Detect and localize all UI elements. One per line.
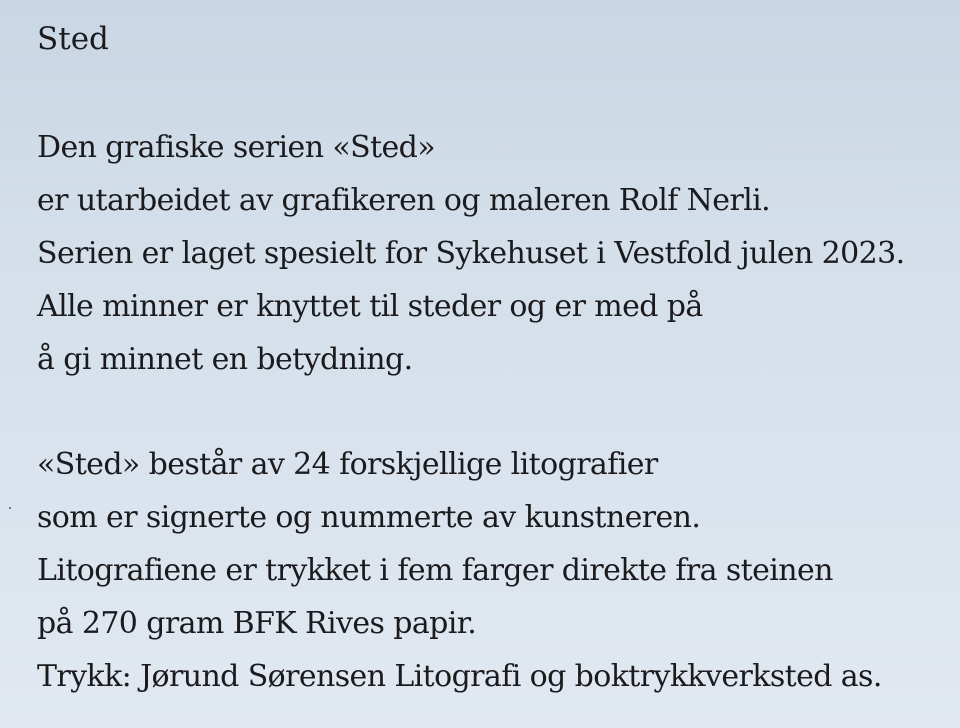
text-line: Alle minner er knyttet til steder og er med på bbox=[37, 289, 703, 324]
paragraph-intro bbox=[37, 121, 905, 386]
text-line: på 270 gram BFK Rives papir. bbox=[37, 606, 477, 641]
text-line: Litografiene er trykket i fem farger direkte fra steinen bbox=[37, 553, 833, 588]
text-line: er utarbeidet av grafikeren og maleren Rolf Nerli. bbox=[37, 183, 771, 218]
paper-speck bbox=[9, 507, 11, 509]
document-title: Sted bbox=[37, 21, 109, 57]
text-line: Serien er laget spesielt for Sykehuset i Vestfold julen 2023. bbox=[37, 236, 905, 271]
paragraph-details bbox=[37, 438, 882, 703]
text-line: Trykk: Jørund Sørensen Litografi og boktrykkverksted as. bbox=[37, 659, 882, 694]
text-line: som er signerte og nummerte av kunstneren. bbox=[37, 500, 701, 535]
text-line: «Sted» består av 24 forskjellige litografier bbox=[37, 447, 658, 482]
text-line: Den grafiske serien «Sted» bbox=[37, 130, 436, 165]
text-line: å gi minnet en betydning. bbox=[37, 342, 413, 377]
